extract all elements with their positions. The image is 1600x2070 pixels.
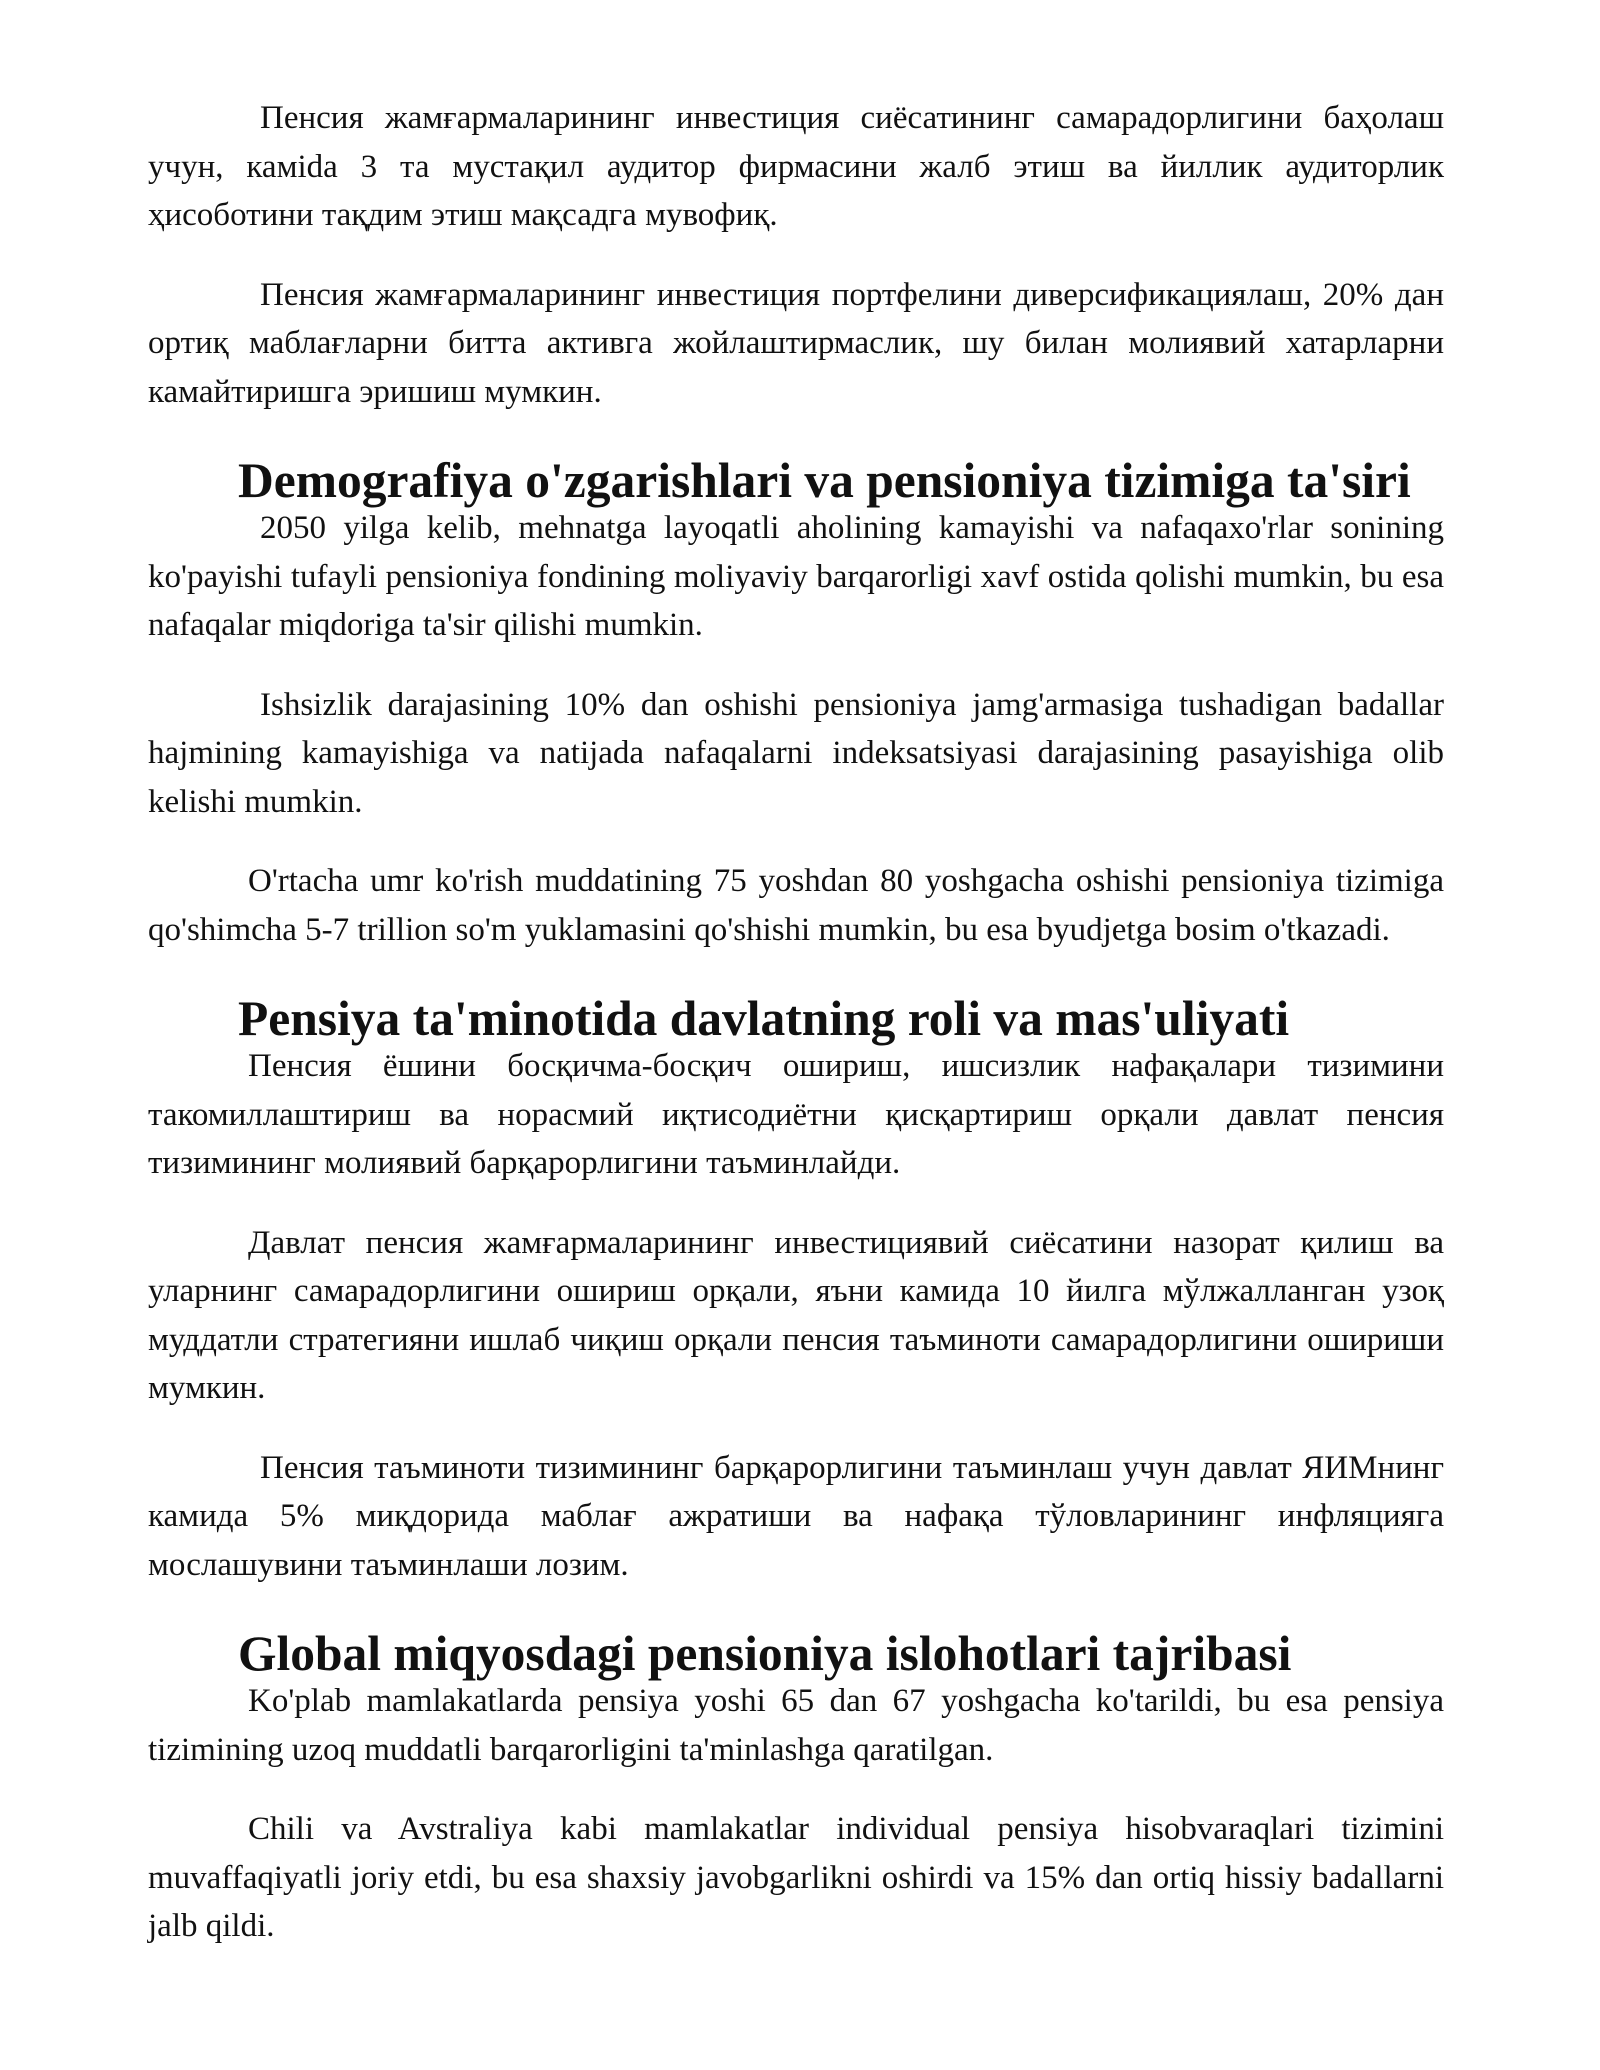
section-heading: Global miqyosdagi pensioniya islohotlari tajribasi <box>238 1626 1292 1681</box>
paragraph: Ko'plab mamlakatlarda pensiya yoshi 65 dan 67 yoshgacha ko'tarildi, bu esa pensiya tizimining uzoq muddatli barqarorligini ta'minlashga qaratilgan. <box>148 1683 1444 1768</box>
document-page <box>148 94 1444 1951</box>
paragraph: Пенсия жамғармаларининг инвестиция сиёсатининг самарадорлигини баҳолаш учун, камida 3 та мустақил аудитор фирмасини жалб этиш ва йиллик аудиторлик ҳисоботини тақдим этиш мақсадга мувофиқ. <box>148 100 1444 233</box>
paragraph-spacer <box>148 240 1444 271</box>
paragraph-spacer <box>148 1413 1444 1444</box>
paragraph: Давлат пенсия жамғармаларининг инвестициявий сиёсатини назорат қилиш ва уларнинг самарадорлигини ошириш орқали, яъни камида 10 йилга мўлжалланган узоқ муддатли стратегияни ишлаб чиқиш орқали пенсия таъминоти самарадорлигини ошириши мумкин. <box>148 1224 1444 1406</box>
paragraph: 2050 yilga kelib, mehnatga layoqatli aholining kamayishi va nafaqaxo'rlar sonining ko'payishi tufayli pensioniya fondining moliyaviy barqarorligi xavf ostida qolishi mumkin, bu esa nafaqalar miqdoriga ta'sir qilishi mumkin. <box>148 510 1444 643</box>
paragraph-spacer <box>148 826 1444 857</box>
paragraph: Ishsizlik darajasining 10% dan oshishi pensioniya jamg'armasiga tushadigan badallar hajmining kamayishiga va natijada nafaqalarni indeksatsiyasi darajasining pasayishiga olib kelishi mumkin. <box>148 686 1444 820</box>
paragraph: Chili va Avstraliya kabi mamlakatlar individual pensiya hisobvaraqlari tizimini muvaffaqiyatli joriy etdi, bu esa shaxsiy javobgarlikni oshirdi va 15% dan ortiq hissiy badallarni jalb qildi. <box>148 1811 1444 1944</box>
section-spacer <box>148 416 1444 458</box>
paragraph: Пенсия ёшини босқичма-босқич ошириш, ишсизлик нафақалари тизимини такомиллаштириш ва норасмий иқтисодиётни қисқартириш орқали давлат пенсия тизимининг молиявий барқарорлигини таъминлайди. <box>148 1048 1444 1181</box>
paragraph-spacer <box>148 1774 1444 1805</box>
section-heading: Demografiya o'zgarishlari va pensioniya tizimiga ta'siri <box>238 453 1411 508</box>
section-spacer <box>148 954 1444 996</box>
paragraph-spacer <box>148 650 1444 681</box>
section-spacer <box>148 1589 1444 1631</box>
paragraph: O'rtacha umr ko'rish muddatining 75 yoshdan 80 yoshgacha oshishi pensioniya tizimiga qo'shimcha 5-7 trillion so'm yuklamasini qo'shishi mumkin, bu esa byudjetga bosim o'tkazadi. <box>148 863 1444 948</box>
section-heading: Pensiya ta'minotida davlatning roli va mas'uliyati <box>238 991 1290 1046</box>
paragraph: Пенсия жамғармаларининг инвестиция портфелини диверсификациялаш, 20% дан ортиқ маблағларни битта активга жойлаштирмаслик, шу билан молиявий хатарларни камайтиришга эришиш мумкин. <box>148 276 1444 410</box>
paragraph: Пенсия таъминоти тизимининг барқарорлигини таъминлаш учун давлат ЯИМнинг камида 5% миқдорида маблағ ажратиши ва нафақа тўловларининг инфляцияга мослашувини таъминлаши лозим. <box>148 1449 1444 1583</box>
paragraph-spacer <box>148 1188 1444 1219</box>
